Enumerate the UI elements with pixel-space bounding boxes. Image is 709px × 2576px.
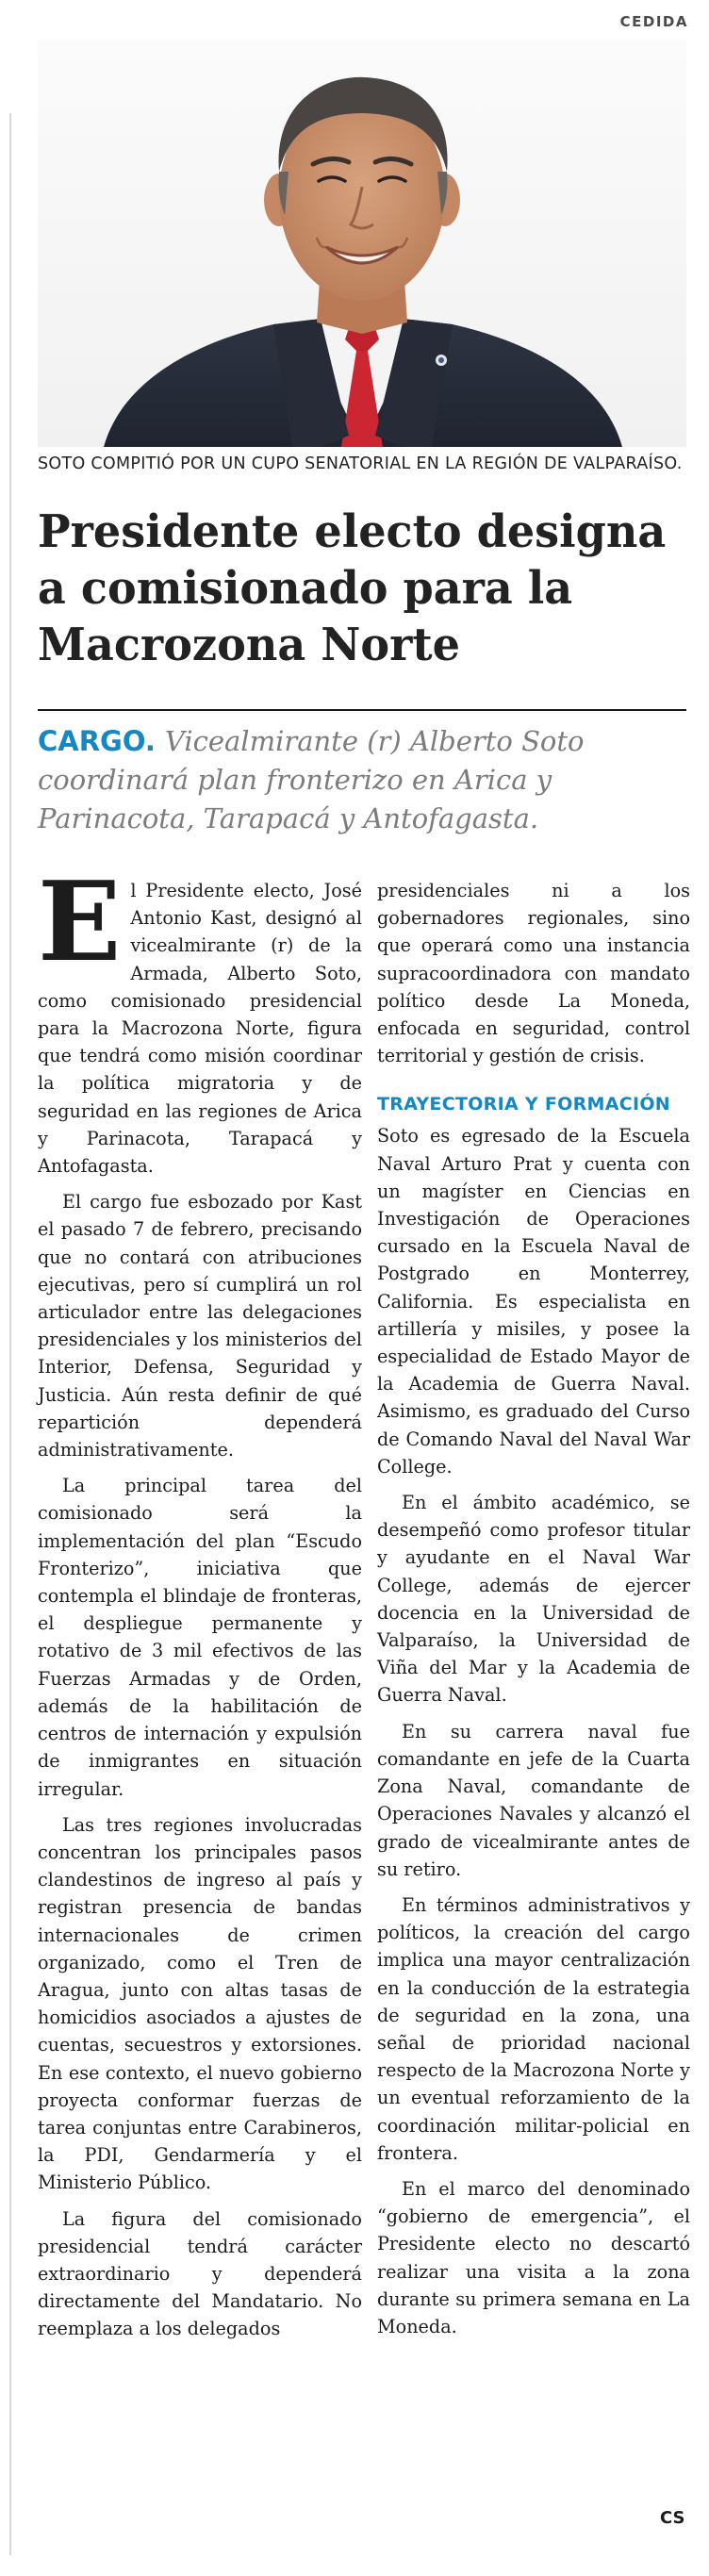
paragraph-text: l Presidente electo, José Antonio Kast, designó al vicealmirante (r) de la Armada, Alberto Soto, como comisionado presidencial para la Macrozona Norte, figura que tendrá como misión coordinar la política migratoria y de seguridad en las regiones de Arica y Parinacota, Tarapacá y Antofagasta.	[38, 880, 362, 1178]
article-paragraph: La figura del comisionado presidencial tendrá carácter extraordinario y dependerá directamente del Mandatario. No reemplaza a los delegados	[38, 2207, 362, 2340]
section-heading: TRAYECTORIA Y FORMACIÓN	[377, 1094, 671, 1115]
headline-line: Presidente electo designa	[38, 505, 667, 558]
article-paragraph: En el ámbito académico, se desempeñó como profesor titular y ayudante en el Naval War College, además de ejercer docencia en la Universidad de Valparaíso, la Universidad de Viña del Mar y la Academia de Guerra Naval.	[377, 1492, 690, 1707]
article-paragraph: En términos administrativos y políticos, la creación del cargo implica una mayor centralización en la conducción de la estrategia de seguridad en la zona, una señal de prioridad nacional respecto de la Macrozona Norte y un eventual reforzamiento de la coordinación militar-policial en frontera.	[377, 1893, 690, 2164]
article-paragraph: El cargo fue esbozado por Kast el pasado 7 de febrero, precisando que no contará con atribuciones ejecutivas, pero sí cumplirá un rol articulador entre las delegaciones presidenciales y los ministerios del Interior, Defensa, Seguridad y Justicia. Aún resta definir de qué repartición dependerá administrativamente.	[38, 1191, 362, 1461]
deck-divider	[38, 709, 686, 711]
article-paragraph: Las tres regiones involucradas concentran los principales pasos clandestinos de ingreso al país y registran presencia de bandas internacionales de crimen organizado, como el Tren de Aragua, junto con altas tasas de homicidios asociados a ajustes de cuentas, secuestros y extorsiones. En ese contexto, el nuevo gobierno proyecta conformar fuerzas de tarea conjuntas entre Carabineros, la PDI, Gendarmería y el Ministerio Público.	[38, 1813, 362, 2194]
drop-cap: E	[38, 858, 122, 986]
article-column-right	[377, 877, 690, 2340]
portrait-illustration	[38, 40, 686, 447]
headline	[38, 504, 671, 673]
article-paragraph: La principal tarea del comisionado será la implementación del plan “Escudo Fronterizo”, iniciativa que contempla el blindaje de fronteras, el despliegue permanente y rotativo de 3 mil efectivos de las Fuerzas Armadas y de Orden, además de la habilitación de centros de internación y expulsión de inmigrantes en situación irregular.	[38, 1475, 362, 1800]
deck-line: Vicealmirante (r) Alberto Soto	[164, 725, 585, 757]
headline-line: Macrozona Norte	[38, 619, 460, 671]
photo-credit: CEDIDA	[619, 13, 688, 30]
article-paragraph: En su carrera naval fue comandante en jefe de la Cuarta Zona Naval, comandante de Operaciones Navales y alcanzó el grado de vicealmirante antes de su retiro.	[377, 1720, 690, 1880]
article-paragraph: Soto es egresado de la Escuela Naval Arturo Prat y cuenta con un magíster en Ciencias en Investigación de Operaciones cursado en la Escuela Naval de Postgrado en Monterrey, California. Es especialista en artillería y misiles, y posee la especialidad de Estado Mayor de la Academia de Guerra Naval. Asimismo, es graduado del Curso de Comando Naval del Naval War College.	[377, 1125, 690, 1478]
deck-kicker: CARGO.	[38, 725, 156, 757]
article-paragraph	[38, 858, 362, 1180]
page-edge-rule	[9, 113, 11, 2555]
author-initials: CS	[660, 2508, 685, 2528]
headline-line: a comisionado para la	[38, 562, 573, 615]
deck-line: Parinacota, Tarapacá y Antofagasta.	[38, 802, 539, 834]
article-paragraph: En el marco del denominado “gobierno de emergencia”, el Presidente electo no descartó realizar una visita a la zona durante su primera semana en La Moneda.	[377, 2177, 690, 2337]
portrait-photo	[38, 40, 686, 447]
article-column-left	[38, 858, 362, 2343]
deck-subtitle	[38, 722, 688, 838]
photo-caption: SOTO COMPITIÓ POR UN CUPO SENATORIAL EN LA REGIÓN DE VALPARAÍSO.	[38, 454, 683, 473]
article-paragraph: presidenciales ni a los gobernadores regionales, sino que operará como una instancia supracoordinadora con mandato político desde La Moneda, enfocada en seguridad, control territorial y gestión de crisis.	[377, 880, 690, 1067]
deck-line: coordinará plan fronterizo en Arica y	[38, 764, 552, 796]
